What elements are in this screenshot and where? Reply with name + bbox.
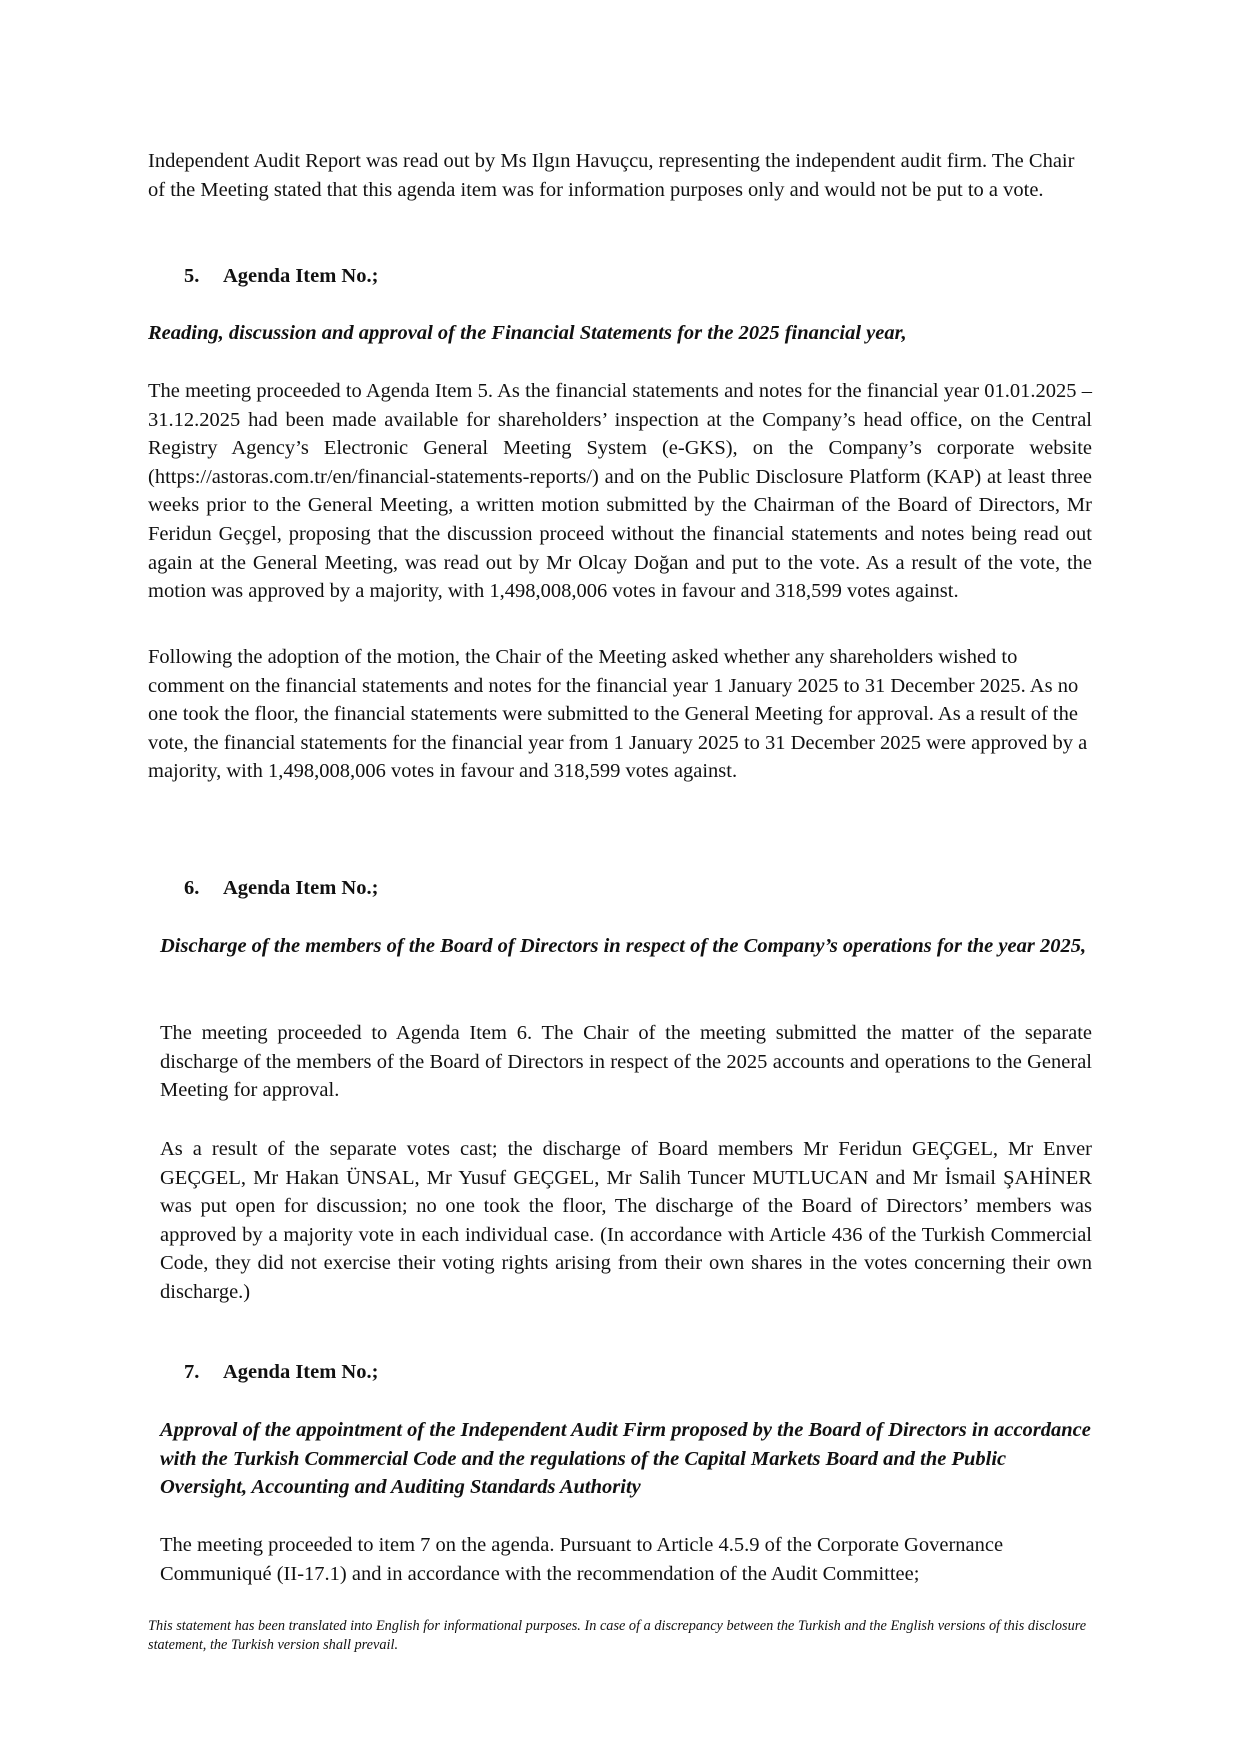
- agenda-item-6-number: 6.: [184, 877, 200, 899]
- agenda-item-7-heading: [184, 1358, 378, 1386]
- translation-disclaimer-footer: This statement has been translated into English for informational purposes. In case of a discrepancy between the Turkish and the English versions of this disclosure statement, the Turkish version shall prevail.: [148, 1618, 1087, 1653]
- agenda-item-5-title: Agenda Item No.;: [223, 265, 379, 287]
- agenda-item-7-number: 7.: [184, 1361, 200, 1383]
- agenda-item-5-heading: [184, 262, 378, 290]
- agenda-item-7-subtitle: Approval of the appointment of the Independent Audit Firm proposed by the Board of Directors in accordance with the Turkish Commercial Code and the regulations of the Capital Markets Board and the Public Oversight, Accounting and Auditing Standards Authority: [160, 1419, 1091, 1499]
- intro-paragraph: Independent Audit Report was read out by Ms Ilgın Havuçcu, representing the independent audit firm. The Chair of the Meeting stated that this agenda item was for information purposes only and would not be put to a vote.: [148, 150, 1075, 201]
- agenda-item-6-title: Agenda Item No.;: [223, 877, 379, 899]
- agenda-item-5-paragraph-1: The meeting proceeded to Agenda Item 5. As the financial statements and notes for the financial year 01.01.2025 – 31.12.2025 had been made available for shareholders’ inspection at the Company’s head office, on the Central Registry Agency’s Electronic General Meeting System (e-GKS), on the Company’s corporate website (https://astoras.com.tr/en/financial-statements-reports/) and on the Public Disclosure Platform (KAP) at least three weeks prior to the General Meeting, a written motion submitted by the Chairman of the Board of Directors, Mr Feridun Geçgel, proposing that the discussion proceed without the financial statements and notes being read out again at the General Meeting, was read out by Mr Olcay Doğan and put to the vote. As a result of the vote, the motion was approved by a majority, with 1,498,008,006 votes in favour and 318,599 votes against.: [148, 380, 1092, 603]
- agenda-item-6-heading: [184, 874, 378, 902]
- agenda-item-5-paragraph-2: Following the adoption of the motion, the Chair of the Meeting asked whether any shareholders wished to comment on the financial statements and notes for the financial year 1 January 2025 to 31 December 2025. As no one took the floor, the financial statements were submitted to the General Meeting for approval. As a result of the vote, the financial statements for the financial year from 1 January 2025 to 31 December 2025 were approved by a majority, with 1,498,008,006 votes in favour and 318,599 votes against.: [148, 646, 1088, 783]
- agenda-item-6-paragraph-1: The meeting proceeded to Agenda Item 6. The Chair of the meeting submitted the matter of the separate discharge of the members of the Board of Directors in respect of the 2025 accounts and operations to the General Meeting for approval.: [160, 1022, 1092, 1102]
- agenda-item-7-paragraph-1: The meeting proceeded to item 7 on the agenda. Pursuant to Article 4.5.9 of the Corporate Governance Communiqué (II-17.1) and in accordance with the recommendation of the Audit Committee;: [160, 1534, 1004, 1585]
- agenda-item-5-subtitle: Reading, discussion and approval of the Financial Statements for the 2025 financial year,: [148, 322, 907, 344]
- agenda-item-5-number: 5.: [184, 265, 200, 287]
- agenda-item-6-subtitle: Discharge of the members of the Board of Directors in respect of the Company’s operations for the year 2025,: [160, 935, 1087, 957]
- agenda-item-6-paragraph-2: As a result of the separate votes cast; the discharge of Board members Mr Feridun GEÇGEL, Mr Enver GEÇGEL, Mr Hakan ÜNSAL, Mr Yusuf GEÇGEL, Mr Salih Tuncer MUTLUCAN and Mr İsmail ŞAHİNER was put open for discussion; no one took the floor, The discharge of the Board of Directors’ members was approved by a majority vote in each individual case. (In accordance with Article 436 of the Turkish Commercial Code, they did not exercise their voting rights arising from their own shares in the votes concerning their own discharge.): [160, 1138, 1092, 1303]
- agenda-item-7-title: Agenda Item No.;: [223, 1361, 379, 1383]
